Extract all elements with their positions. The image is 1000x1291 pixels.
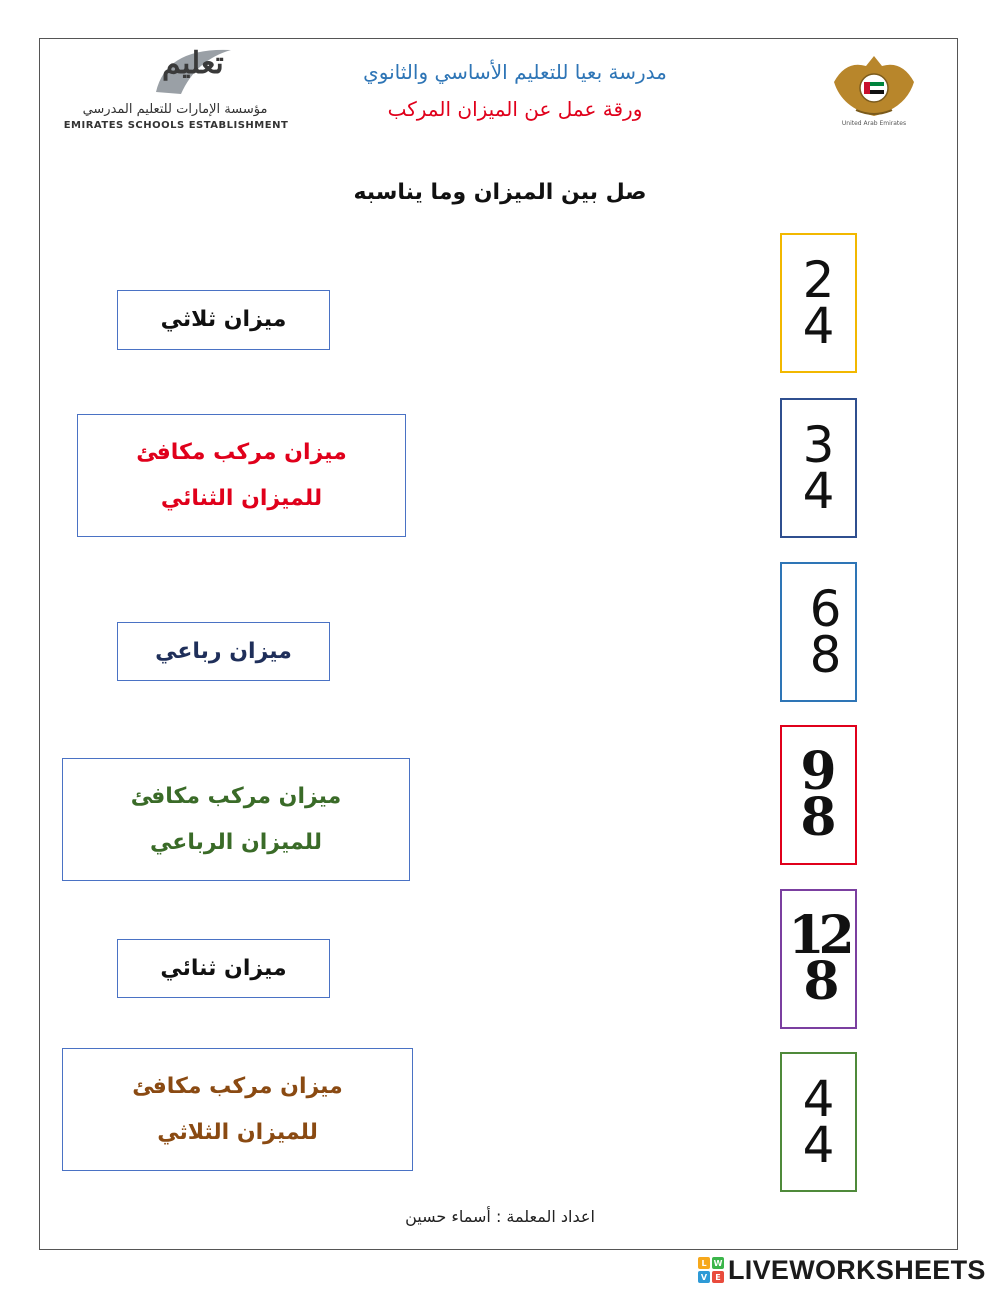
- liveworksheets-wordmark: LIVEWORKSHEETS: [728, 1254, 986, 1285]
- time-signature-bottom: 8: [809, 626, 842, 684]
- time-signature-4-4[interactable]: [780, 1052, 857, 1192]
- uae-emblem: [826, 52, 922, 132]
- time-signature-top: 4: [802, 1070, 835, 1128]
- falcon-emblem-icon: [826, 52, 922, 120]
- time-signature-3-4[interactable]: [780, 398, 857, 538]
- brand-mark-tile: W: [713, 1258, 723, 1268]
- meter-label-line: ميزان مركب مكافئ: [136, 439, 347, 465]
- teacher-credit: اعداد المعلمة : أسماء حسين: [405, 1207, 595, 1226]
- meter-label-triple[interactable]: [117, 290, 330, 350]
- time-signature-bottom: 4: [802, 462, 835, 520]
- time-signature-top: 2: [802, 251, 835, 309]
- meter-label-compound-quadruple[interactable]: [62, 758, 410, 881]
- meter-label-line: ميزان مركب مكافئ: [132, 1073, 343, 1099]
- meter-label-line: ميزان رباعي: [155, 638, 292, 664]
- time-signature-bottom: 4: [802, 297, 835, 355]
- meter-label-compound-triple[interactable]: [62, 1048, 413, 1171]
- logo-arabic-mark: تعليم: [162, 46, 224, 81]
- logo-arabic-org: مؤسسة الإمارات للتعليم المدرسي: [82, 102, 268, 117]
- meter-label-duple[interactable]: [117, 939, 330, 998]
- meter-label-line: للميزان الرباعي: [150, 829, 322, 855]
- meter-label-compound-duple[interactable]: [77, 414, 406, 537]
- time-signature-top: 3: [802, 416, 835, 474]
- time-signature-bottom: 4: [802, 1116, 835, 1174]
- liveworksheets-logo-icon: [698, 1257, 724, 1283]
- instruction: صل بين الميزان وما يناسبه: [353, 180, 647, 205]
- time-signature-2-4[interactable]: [780, 233, 857, 373]
- emirates-schools-logo: [44, 40, 304, 140]
- meter-label-line: للميزان الثنائي: [160, 485, 323, 511]
- time-signature-top: 9: [800, 741, 837, 802]
- time-signature-top: 6: [809, 580, 842, 638]
- emblem-caption: United Arab Emirates: [841, 120, 907, 127]
- time-signature-top: 12: [788, 905, 849, 966]
- meter-label-line: ميزان ثلاثي: [160, 307, 287, 332]
- brand-mark-tile: L: [698, 1257, 710, 1269]
- meter-label-line: للميزان الثلاثي: [157, 1119, 318, 1145]
- meter-label-line: ميزان ثنائي: [160, 955, 287, 981]
- brand-mark-tile: V: [698, 1271, 710, 1283]
- brand-mark-tile: E: [712, 1271, 724, 1283]
- time-signature-bottom: 8: [800, 787, 837, 848]
- liveworksheets-brand[interactable]: [698, 1255, 986, 1285]
- time-signature-12-8[interactable]: [780, 889, 857, 1029]
- time-signature-9-8[interactable]: [780, 725, 857, 865]
- logo-english-org: EMIRATES SCHOOLS ESTABLISHMENT: [63, 120, 289, 131]
- meter-label-line: ميزان مركب مكافئ: [130, 783, 342, 809]
- time-signature-6-8[interactable]: [780, 562, 857, 702]
- school-name: مدرسة بعيا للتعليم الأساسي والثانوي: [363, 60, 667, 84]
- sheet-title: ورقة عمل عن الميزان المركب: [387, 97, 643, 121]
- time-signature-bottom: 8: [803, 951, 834, 1012]
- meter-label-quadruple[interactable]: [117, 622, 330, 681]
